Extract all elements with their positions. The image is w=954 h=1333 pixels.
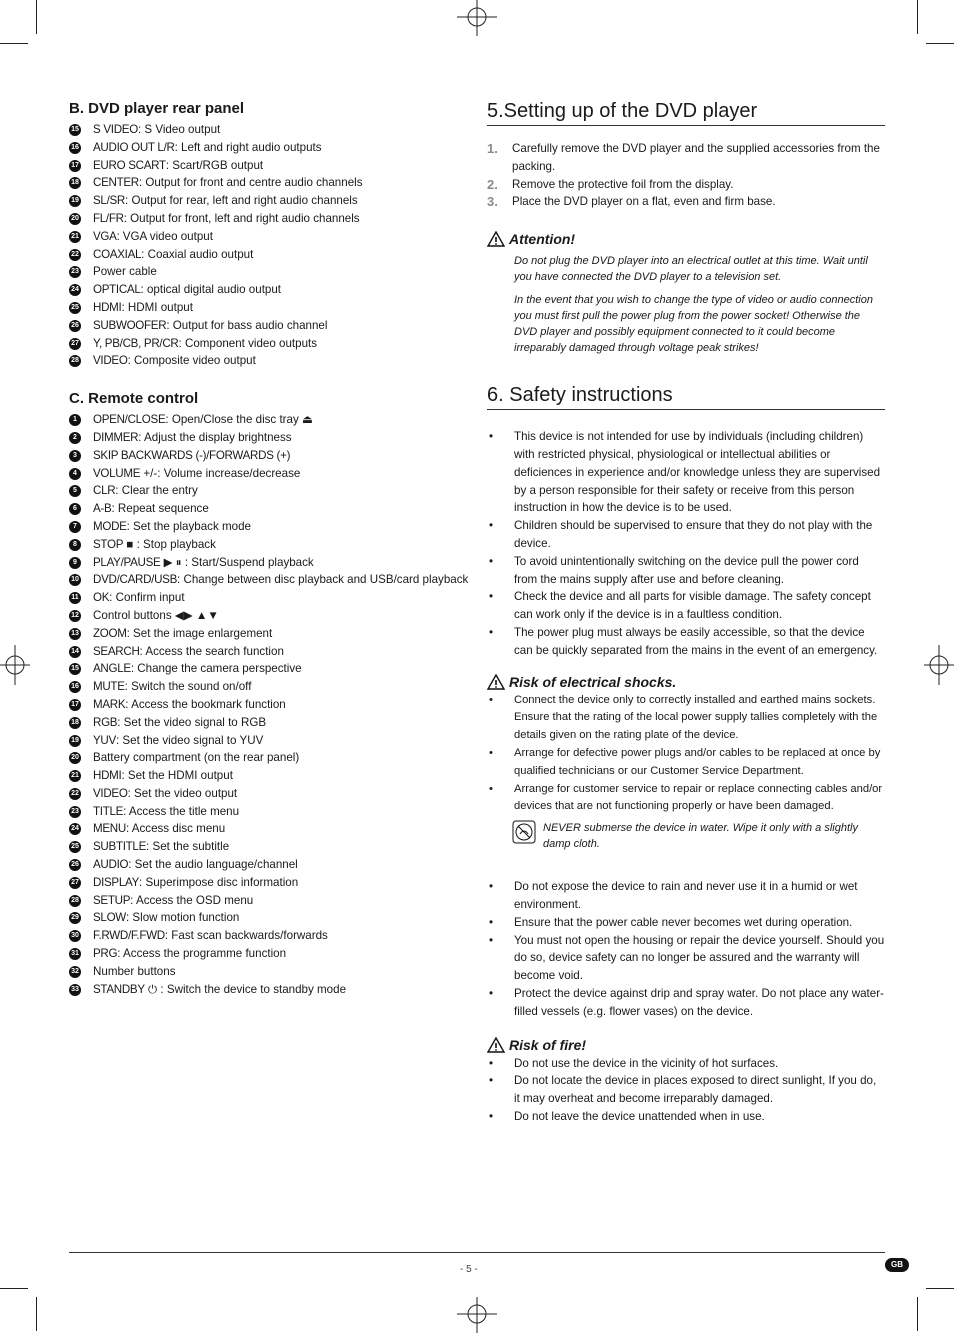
list-item [69, 981, 469, 999]
item-number-badge: 6 [69, 503, 81, 515]
bullet-item [487, 1055, 885, 1073]
list-item [69, 121, 469, 139]
item-number-badge: 16 [69, 681, 81, 693]
item-key: CENTER [93, 176, 139, 190]
item-number-badge: 26 [69, 859, 81, 871]
bullet-text: Do not expose the device to rain and never use it in a humid or wet environment. [514, 880, 858, 911]
rear-panel-heading: B. DVD player rear panel [69, 100, 245, 117]
attention-text-2: In the event that you wish to change the type of video or audio connection you must first pull the power plug from the power socket! Otherwise the DVD player and possibly equipment connected to it could become irreparably damaged through voltage peak strikes! [514, 294, 873, 355]
item-key: MENU [93, 822, 126, 836]
item-description: : Access the OSD menu [130, 893, 254, 907]
step-text: Remove the protective foil from the display. [512, 177, 734, 191]
item-key: VOLUME [93, 466, 141, 480]
item-number-badge: 20 [69, 213, 81, 225]
bullet-text: Connect the device only to correctly installed and earthed mains sockets. Ensure that the rating of the local power supply tallies completely with the details given on the rating plate of the device. [514, 693, 878, 742]
item-description: : Change between disc playback and USB/card playback [177, 573, 469, 587]
bullet-icon: • [489, 693, 493, 706]
bullet-text: Do not locate the device in places exposed to direct sunlight, If you do, it may overheat and become irreparably damaged. [514, 1074, 877, 1106]
fire-bullets [487, 1055, 885, 1126]
bullet-text: Protect the device against drip and spray water. Do not place any water-filled vessels (e.g. flower vases) on the device. [514, 986, 884, 1018]
item-number-badge: 22 [69, 788, 81, 800]
crop-mark [917, 1297, 918, 1331]
list-item [69, 927, 469, 945]
bullet-item [487, 428, 885, 517]
item-description: VGA video output [119, 229, 213, 243]
list-item [69, 767, 469, 785]
item-description: : Output for front, left and right audio channels [123, 211, 360, 225]
item-description: : Output for bass audio channel [166, 318, 328, 332]
item-number-badge: 2 [69, 432, 81, 444]
step-text: Carefully remove the DVD player and the supplied accessories from the packing. [512, 142, 880, 173]
list-item [69, 678, 469, 696]
item-number-badge: 18 [69, 177, 81, 189]
registration-mark-icon [457, 0, 497, 40]
list-item [69, 465, 469, 483]
item-description: : Set the audio language/channel [128, 858, 298, 872]
item-key: MUTE [93, 680, 125, 694]
step-text: Place the DVD player on a flat, even and firm base. [512, 195, 776, 209]
item-description: : Coaxial audio output [141, 247, 254, 261]
item-description: : S Video output [137, 123, 221, 136]
item-description: Control buttons ◀▶ ▲▼ [93, 608, 219, 622]
bullet-text: Check the device and all parts for visible damage. The safety concept can work only if the device is in a faultless condition. [514, 590, 871, 622]
item-number-badge: 31 [69, 948, 81, 960]
list-item [69, 571, 469, 589]
list-item [69, 803, 469, 821]
item-description: +/-: Volume increase/decrease [140, 466, 301, 480]
item-key: S VIDEO [93, 123, 138, 136]
item-number-badge: 22 [69, 249, 81, 261]
item-description: : Slow motion function [125, 911, 240, 925]
item-number-badge: 15 [69, 124, 81, 136]
list-item [69, 352, 469, 370]
item-number-badge: 13 [69, 628, 81, 640]
item-key: OK [93, 591, 110, 605]
list-item [69, 838, 469, 856]
item-number-badge: 24 [69, 823, 81, 835]
item-key: VGA: [93, 229, 120, 243]
item-number-badge: 27 [69, 877, 81, 889]
remote-control-list [69, 411, 469, 998]
step-number: 2. [487, 176, 498, 192]
rear-panel-list [69, 121, 469, 370]
list-item [69, 643, 469, 661]
item-number-badge: 7 [69, 521, 81, 533]
attention-title: Attention! [509, 231, 576, 248]
item-number-badge: 21 [69, 770, 81, 782]
item-number-badge: 26 [69, 320, 81, 332]
water-note [512, 820, 885, 852]
warning-icon [487, 1037, 505, 1053]
item-key: SEARCH [93, 644, 140, 658]
bullet-text: You must not open the housing or repair the device yourself. Should you do so, device safety can no longer be assured and the warranty will become void. [514, 933, 885, 983]
list-item [69, 660, 469, 678]
item-description: : Output for rear, left and right audio channels [125, 194, 358, 208]
item-description: : Superimpose disc information [139, 875, 299, 889]
item-description: Power cable [93, 265, 157, 279]
item-number-badge: 25 [69, 302, 81, 314]
list-item [69, 210, 469, 228]
list-item [69, 500, 469, 518]
safety-heading: 6. Safety instructions [487, 384, 885, 410]
item-key: DISPLAY [93, 875, 140, 889]
item-number-badge: 8 [69, 539, 81, 551]
item-key: F.RWD/F.FWD [93, 929, 165, 943]
item-description: : Set the video signal to YUV [115, 733, 264, 747]
list-item [69, 317, 469, 335]
item-key: SL/SR [93, 194, 126, 208]
item-description: : Set the subtitle [146, 840, 230, 854]
item-number-badge: 20 [69, 752, 81, 764]
item-number-badge: 17 [69, 699, 81, 711]
item-number-badge: 19 [69, 735, 81, 747]
bullet-icon: • [489, 554, 494, 568]
list-item [69, 909, 469, 927]
bullet-item [487, 745, 885, 781]
bullet-item [487, 624, 885, 660]
item-key: STANDBY [93, 982, 145, 996]
item-key: VIDEO [93, 786, 128, 800]
list-item [69, 482, 469, 500]
list-item [69, 945, 469, 963]
bullet-icon: • [489, 915, 494, 929]
crop-mark [0, 1288, 28, 1289]
item-number-badge: 29 [69, 912, 81, 924]
item-description: : Set the video signal to RGB [117, 715, 267, 729]
bullet-item [487, 1072, 885, 1108]
item-key: DIMMER [93, 430, 139, 444]
item-number-badge: 23 [69, 806, 81, 818]
footer-rule [69, 1252, 885, 1253]
item-key: ZOOM [93, 626, 127, 640]
list-item [69, 157, 469, 175]
item-number-badge: 10 [69, 574, 81, 586]
bullet-icon: • [489, 782, 493, 795]
item-key: ANGLE [93, 662, 131, 676]
item-number-badge: 9 [69, 557, 81, 569]
no-water-icon [512, 820, 536, 844]
list-item [69, 246, 469, 264]
item-key: MODE [93, 519, 127, 533]
list-item [69, 749, 469, 767]
item-key: HDMI [93, 300, 122, 314]
item-key: SETUP [93, 893, 131, 907]
bullet-item [487, 932, 885, 985]
crop-mark [0, 43, 28, 44]
item-description: : Access disc menu [125, 822, 226, 836]
list-item [69, 299, 469, 317]
item-number-badge: 14 [69, 646, 81, 658]
item-description: : optical digital audio output [140, 283, 282, 297]
item-description: : Access the programme function [117, 947, 287, 961]
step-number: 1. [487, 141, 498, 156]
item-number-badge: 33 [69, 984, 81, 996]
item-key: MARK [93, 697, 126, 711]
item-number-badge: 18 [69, 717, 81, 729]
shock-block [487, 674, 885, 1021]
item-description: : Set the image enlargement [126, 626, 273, 640]
list-item [69, 589, 469, 607]
list-item [69, 174, 469, 192]
item-number-badge: 25 [69, 841, 81, 853]
item-key: SLOW [93, 911, 126, 925]
bullet-text: This device is not intended for use by individuals (including children) with restricted physical, physiological or intellectual abilities or deficiences in experience and/or knowledge unless they are supervised by a person responsible for their safety or receive from this person instruction in how the device is to be used. [514, 430, 881, 515]
list-item [69, 228, 469, 246]
list-item [69, 335, 469, 353]
list-item [69, 732, 469, 750]
item-description: : Open/Close the disc tray ⏏ [165, 413, 313, 427]
bullet-text: Do not use the device in the vicinity of hot surfaces. [514, 1056, 779, 1070]
item-description: : Clear the entry [115, 484, 198, 498]
item-description: : Switch the sound on/off [124, 680, 252, 694]
item-description: : Component video outputs [178, 336, 318, 350]
item-description: : Change the camera perspective [130, 662, 302, 676]
item-description: ▶ ⏸ : Start/Suspend playback [160, 555, 314, 569]
list-item [69, 874, 469, 892]
bullet-item [487, 914, 885, 932]
list-item [69, 263, 469, 281]
bullet-text: Do not leave the device unattended when in use. [514, 1109, 765, 1123]
list-item [69, 192, 469, 210]
list-item [69, 820, 469, 838]
list-item [69, 963, 469, 981]
item-number-badge: 11 [69, 592, 81, 604]
bullet-icon: • [489, 986, 494, 1000]
item-key: PLAY/PAUSE [93, 555, 161, 569]
item-number-badge: 3 [69, 450, 81, 462]
item-number-badge: 1 [69, 414, 81, 426]
item-number-badge: 17 [69, 160, 81, 172]
bullet-icon: • [489, 746, 493, 759]
item-key: HDMI [93, 769, 122, 783]
item-key: TITLE [93, 804, 124, 818]
item-number-badge: 21 [69, 231, 81, 243]
item-number-badge: 28 [69, 895, 81, 907]
bullet-text: Arrange for customer service to repair or replace connecting cables and/or devices that are not functioning properly or have been damaged. [514, 782, 883, 813]
item-description: ■ : Stop playback [123, 537, 216, 551]
shock-title: Risk of electrical shocks. [509, 673, 677, 690]
right-column [487, 100, 885, 1126]
setup-step [487, 140, 885, 176]
bullet-icon: • [489, 1056, 494, 1070]
item-key: PRG [93, 947, 118, 961]
remote-control-heading: C. Remote control [69, 390, 199, 408]
bullet-item [487, 781, 885, 817]
item-description: Number buttons [93, 964, 176, 978]
setup-steps [487, 140, 885, 211]
warning-icon [487, 674, 505, 690]
crop-mark [926, 1288, 954, 1289]
list-item [69, 714, 469, 732]
step-number: 3. [487, 194, 498, 210]
list-item [69, 447, 469, 465]
bullet-item [487, 692, 885, 745]
list-item [69, 139, 469, 157]
bullet-text: Children should be supervised to ensure that they do not play with the device. [514, 519, 873, 550]
bullet-icon: • [489, 430, 494, 444]
list-item [69, 536, 469, 554]
item-description: Battery compartment (on the rear panel) [93, 751, 300, 765]
fire-block [487, 1037, 885, 1126]
item-description: : Composite video output [127, 354, 256, 368]
warning-icon [487, 231, 505, 247]
list-item [69, 554, 469, 572]
safety-bullets [487, 428, 885, 659]
bullet-text: Arrange for defective power plugs and/or cables to be replaced at once by qualified technicians or our Customer Service Department. [514, 746, 881, 777]
attention-text-1: Do not plug the DVD player into an electrical outlet at this time. Wait until you have connected the DVD player to a television set. [514, 255, 868, 284]
item-description: ⏻ : Switch the device to standby mode [144, 982, 347, 996]
bullet-icon: • [489, 933, 494, 947]
item-description: : Fast scan backwards/forwards [164, 929, 328, 943]
bullet-item [487, 1108, 885, 1126]
fire-title: Risk of fire! [509, 1036, 587, 1053]
item-number-badge: 16 [69, 142, 81, 154]
item-number-badge: 19 [69, 195, 81, 207]
more-safety-bullets [487, 878, 885, 1020]
item-key: FL/FR [93, 211, 124, 225]
list-item [69, 856, 469, 874]
list-item [69, 429, 469, 447]
page-number: - 5 - [460, 1264, 478, 1275]
water-note-text: NEVER submerse the device in water. Wipe it only with a slightly damp cloth. [543, 822, 858, 851]
item-number-badge: 4 [69, 468, 81, 480]
registration-mark-icon [457, 1293, 497, 1333]
crop-mark [36, 1297, 37, 1331]
crop-mark [917, 0, 918, 34]
setup-step [487, 176, 885, 194]
item-number-badge: 5 [69, 485, 81, 497]
item-key: STOP [93, 537, 124, 551]
item-key: COAXIAL [93, 247, 142, 261]
list-item [69, 625, 469, 643]
item-key: AUDIO OUT L/R [93, 140, 175, 154]
list-item [69, 411, 469, 429]
bullet-icon: • [489, 1109, 494, 1123]
setup-step [487, 193, 885, 211]
item-description: : Set the HDMI output [121, 769, 233, 783]
bullet-item [487, 878, 885, 914]
item-number-badge: 24 [69, 284, 81, 296]
item-description: : HDMI output [121, 300, 193, 314]
item-number-badge: 27 [69, 338, 81, 350]
crop-mark [36, 0, 37, 34]
registration-mark-icon [914, 645, 954, 685]
item-number-badge: 15 [69, 663, 81, 675]
item-description: : Repeat sequence [111, 502, 209, 516]
item-key: SKIP BACKWARDS (-)/FORWARDS (+) [93, 448, 291, 462]
item-number-badge: 23 [69, 266, 81, 278]
item-key: AUDIO [93, 858, 129, 872]
item-key: RGB [93, 715, 118, 729]
list-item [69, 785, 469, 803]
bullet-icon: • [489, 1074, 494, 1088]
item-description: : Output for front and centre audio channels [138, 176, 363, 190]
item-key: EURO SCART [93, 158, 166, 172]
item-key: DVD/CARD/USB [93, 573, 178, 587]
bullet-text: To avoid unintentionally switching on the device pull the power cord from the mains supply after use and before cleaning. [514, 554, 859, 586]
bullet-text: The power plug must always be easily accessible, so that the device can be quickly separated from the mains in the event of an emergency. [514, 625, 878, 657]
bullet-item [487, 517, 885, 553]
item-number-badge: 30 [69, 930, 81, 942]
list-item [69, 281, 469, 299]
item-key: OPTICAL [93, 283, 141, 297]
item-key: SUBWOOFER [93, 318, 167, 332]
item-description: : Set the video output [127, 786, 238, 800]
shock-bullets [487, 692, 885, 817]
list-item [69, 696, 469, 714]
bullet-item [487, 553, 885, 589]
item-key: OPEN/CLOSE [93, 413, 166, 427]
list-item [69, 607, 469, 625]
item-key: SUBTITLE [93, 840, 147, 854]
bullet-icon: • [489, 880, 494, 894]
item-number-badge: 28 [69, 355, 81, 367]
item-number-badge: 12 [69, 610, 81, 622]
item-description: : Access the search function [139, 644, 284, 658]
bullet-item [487, 588, 885, 624]
item-description: : Access the title menu [123, 804, 240, 818]
bullet-text: Ensure that the power cable never becomes wet during operation. [514, 915, 853, 929]
item-description: : Scart/RGB output [165, 158, 264, 172]
language-badge: GB [885, 1258, 909, 1272]
item-key: Y, PB/CB, PR/CR [93, 336, 179, 350]
bullet-item [487, 985, 885, 1021]
left-column [69, 100, 469, 998]
list-item [69, 518, 469, 536]
bullet-icon: • [489, 590, 494, 604]
item-description: : Confirm input [109, 591, 185, 605]
attention-block [487, 231, 885, 356]
item-key: A-B [93, 502, 112, 516]
crop-mark [926, 43, 954, 44]
item-description: : Adjust the display brightness [138, 430, 292, 444]
item-description: : Access the bookmark function [125, 697, 286, 711]
item-key: YUV [93, 733, 116, 747]
item-number-badge: 32 [69, 966, 81, 978]
setup-heading: 5.Setting up of the DVD player [487, 100, 885, 126]
bullet-icon: • [489, 625, 494, 639]
bullet-icon: • [489, 519, 494, 533]
item-key: VIDEO [93, 354, 128, 368]
list-item [69, 892, 469, 910]
registration-mark-icon [0, 645, 40, 685]
item-description: : Set the playback mode [126, 519, 251, 533]
item-description: : Left and right audio outputs [174, 140, 322, 154]
item-key: CLR [93, 484, 116, 498]
